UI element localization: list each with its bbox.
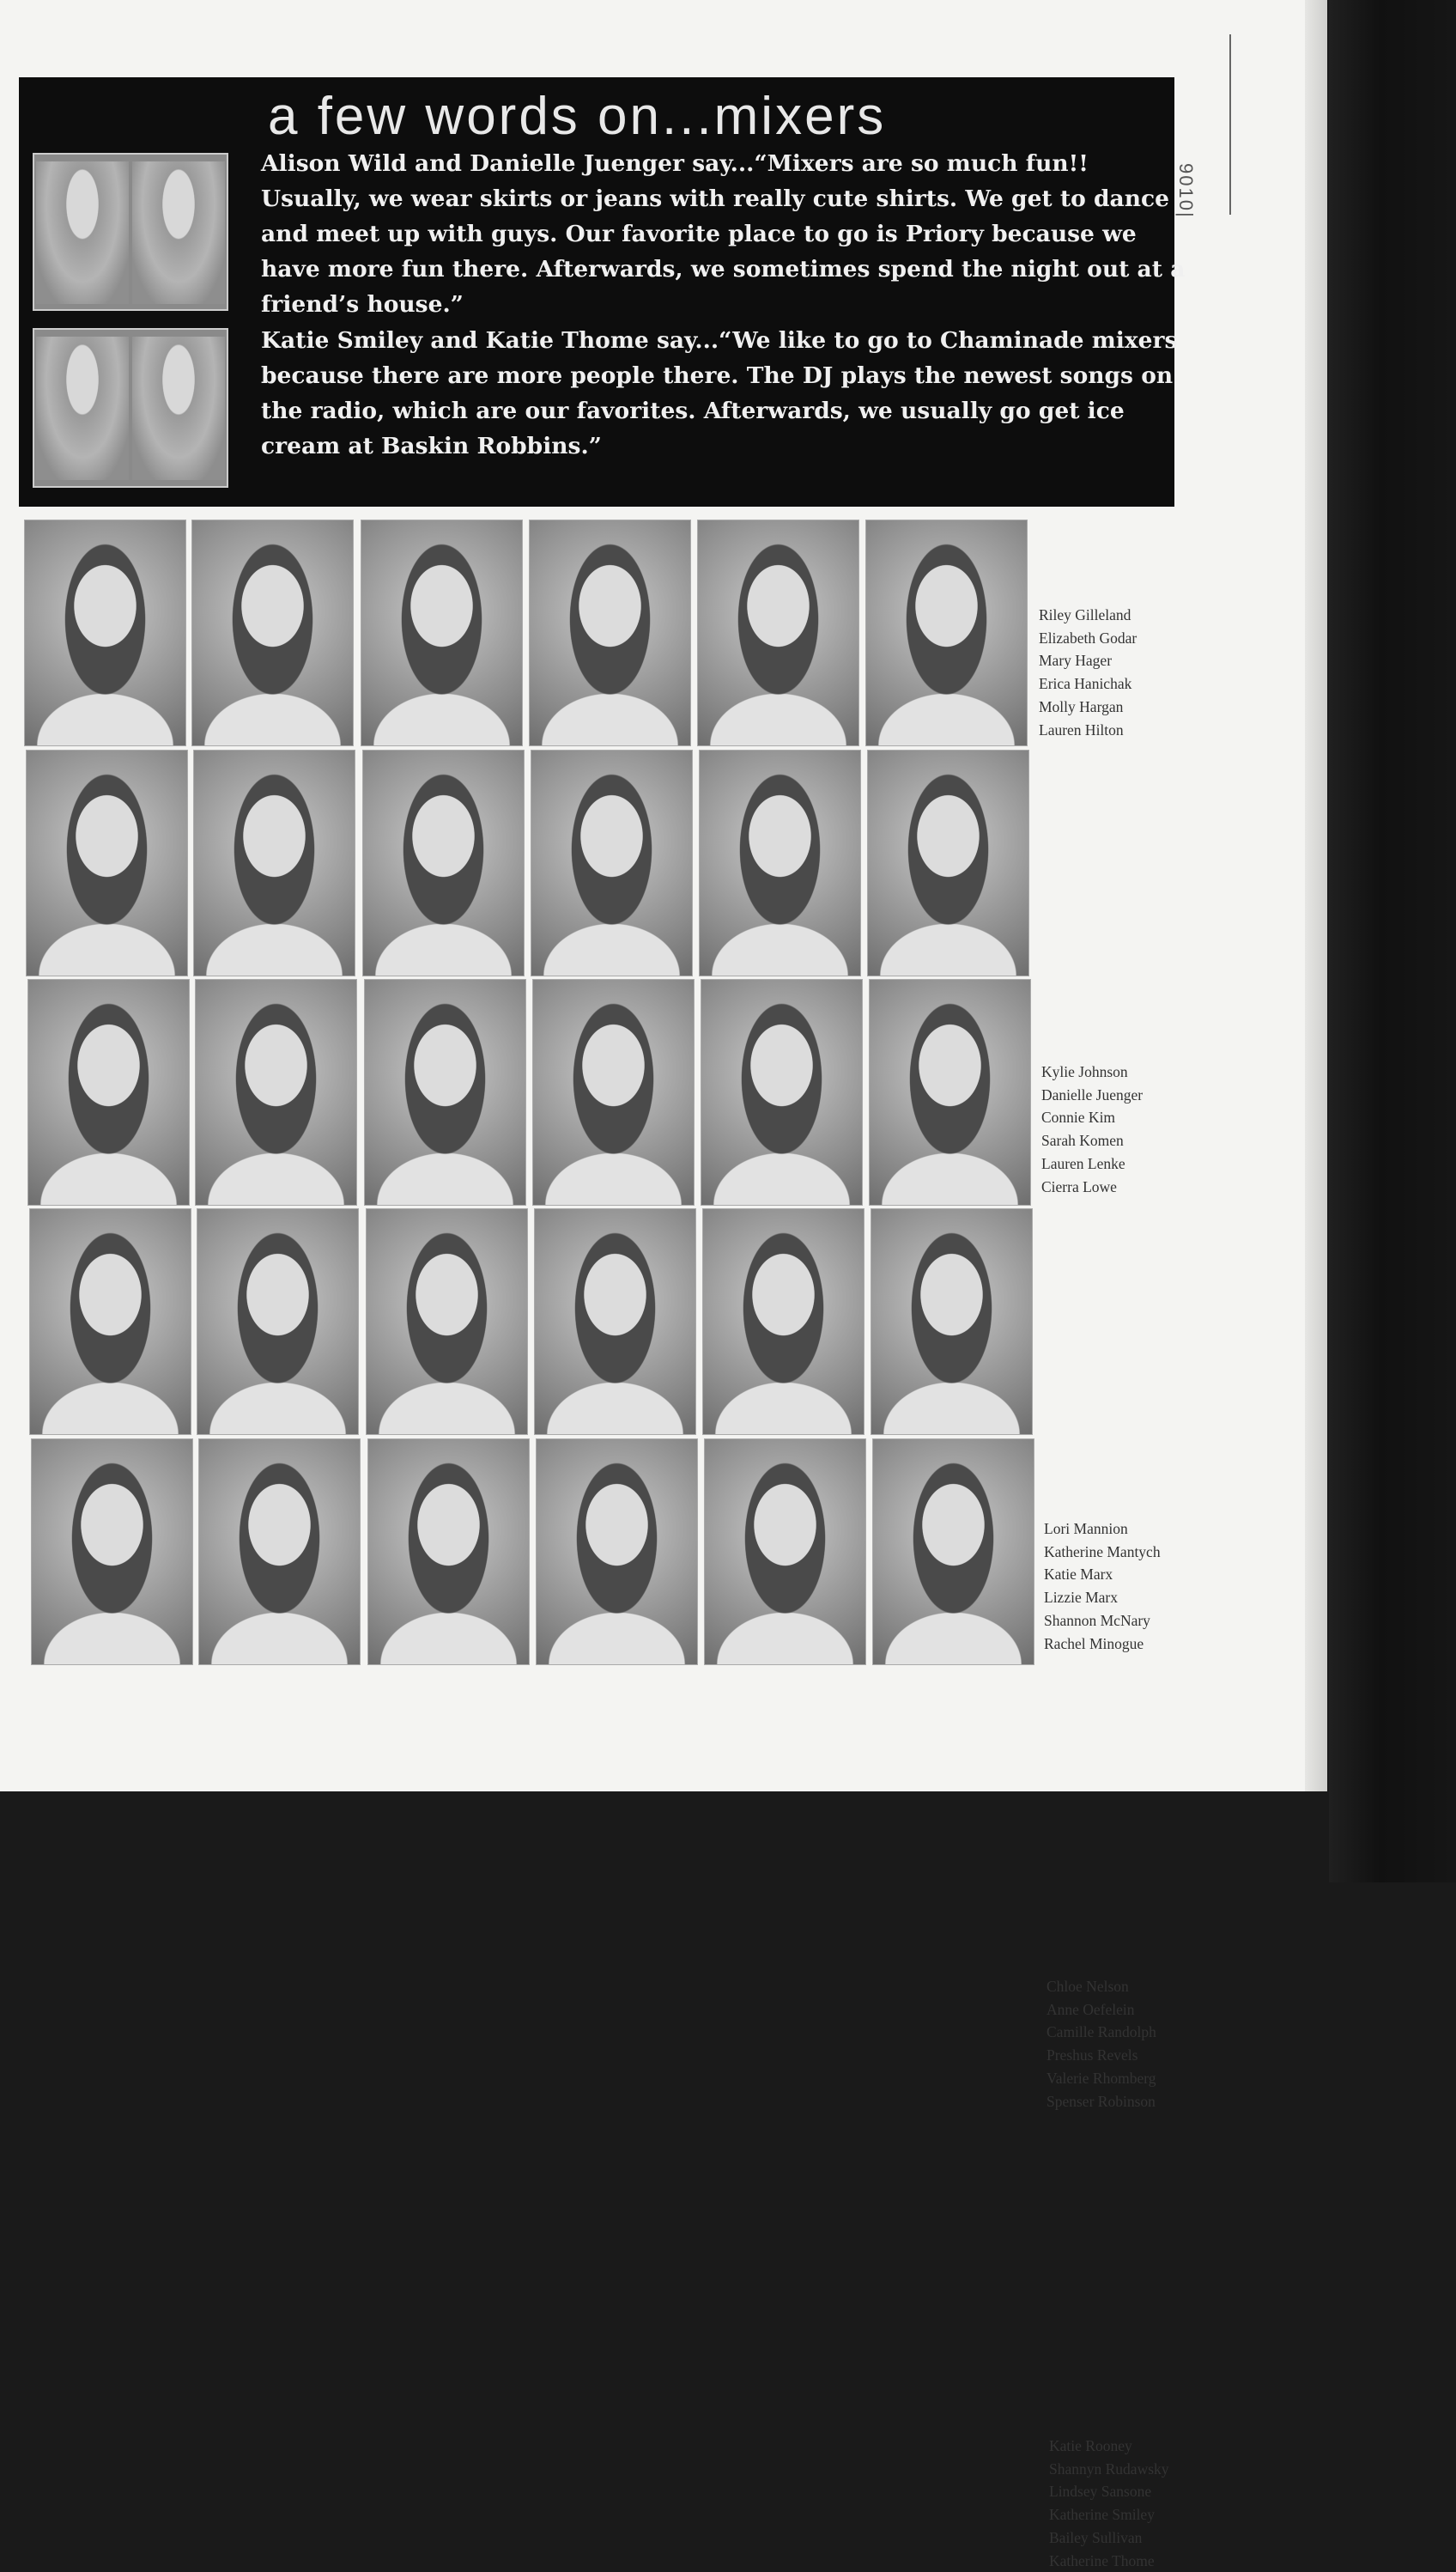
portrait-photo — [27, 979, 190, 1206]
portrait-photo — [29, 1208, 191, 1435]
portrait-name: Katie Marx — [1044, 1566, 1113, 1584]
portrait-photo — [534, 1208, 696, 1435]
portrait-photo — [699, 750, 861, 976]
portrait-name: Anne Oefelein — [1046, 2000, 1135, 2018]
portrait-name-list — [1044, 1517, 1161, 1655]
portrait-name: Katherine Thome — [1049, 2551, 1155, 2569]
portrait-name-list — [1049, 2435, 1169, 2572]
portrait-name: Bailey Sullivan — [1049, 2528, 1143, 2546]
banner-photo-pair-2 — [33, 328, 228, 488]
portrait-photo — [24, 520, 186, 746]
binder-background — [1329, 0, 1456, 1882]
portrait-name: Mary Hager — [1039, 652, 1113, 670]
portrait-photo — [193, 750, 355, 976]
portrait-name: Cierra Lowe — [1041, 1177, 1117, 1195]
portrait-name-list — [1039, 604, 1137, 741]
portrait-photo — [531, 750, 693, 976]
quote-wild-juenger: Alison Wild and Danielle Juenger say...“Mixers are so much fun!! Usually, we wear skirts or jeans with really cute shirts. We get to dance and meet up with guys. Our favorite place to go is Priory because we have more fun there. Afterwards, we sometimes spend the night out at a friend’s house.” — [261, 150, 1186, 318]
portrait-name: Preshus Revels — [1046, 2046, 1138, 2064]
portrait-photo — [702, 1208, 864, 1435]
portrait-name: Molly Hargan — [1039, 697, 1124, 715]
portrait-name: Sarah Komen — [1041, 1132, 1124, 1150]
portrait-photo — [536, 1438, 698, 1665]
portrait-name: Lauren Hilton — [1039, 721, 1124, 739]
portrait-name: Lizzie Marx — [1044, 1589, 1118, 1607]
banner-photo-pair-1 — [33, 153, 228, 311]
portrait-photo — [529, 520, 691, 746]
portrait-photo — [132, 161, 225, 304]
quote-smiley-thome: Katie Smiley and Katie Thome say...“We like to go to Chaminade mixers because there are more people there. The DJ plays the newest songs on the radio, which are our favorites. Afterwards, we usually go get ice cream at Baskin Robbins.” — [261, 327, 1178, 459]
portrait-photo — [191, 520, 354, 746]
portrait-photo — [872, 1438, 1034, 1665]
portrait-name: Lauren Lenke — [1041, 1154, 1125, 1172]
side-tab-label: 9010| — [1175, 163, 1197, 219]
portrait-name: Katherine Smiley — [1049, 2506, 1155, 2524]
portrait-name: Valerie Rhomberg — [1046, 2069, 1156, 2087]
portrait-name: Katherine Mantych — [1044, 1542, 1161, 1560]
portrait-name: Elizabeth Godar — [1039, 629, 1138, 647]
portrait-name: Danielle Juenger — [1041, 1085, 1144, 1104]
portrait-photo — [532, 979, 695, 1206]
portrait-photo — [364, 979, 526, 1206]
portrait-photo — [195, 979, 357, 1206]
portrait-photo — [704, 1438, 866, 1665]
portrait-name-list — [1046, 1975, 1156, 2113]
portrait-photo — [26, 750, 188, 976]
portrait-photo — [865, 520, 1028, 746]
portrait-photo — [701, 979, 863, 1206]
page-edge — [1305, 0, 1327, 1791]
portrait-photo — [367, 1438, 530, 1665]
portrait-name: Connie Kim — [1041, 1109, 1116, 1127]
portrait-name: Riley Gilleland — [1039, 606, 1131, 623]
portrait-name-list — [1041, 1061, 1143, 1198]
banner-title: a few words on...mixers — [268, 87, 887, 146]
portrait-name: Lindsey Sansone — [1049, 2483, 1152, 2501]
portrait-photo — [362, 750, 525, 976]
portrait-photo — [197, 1208, 359, 1435]
portrait-name: Erica Hanichak — [1039, 675, 1132, 693]
portrait-name: Shannyn Rudawsky — [1049, 2460, 1169, 2478]
portrait-photo — [366, 1208, 528, 1435]
portrait-photo — [697, 520, 859, 746]
portrait-name: Chloe Nelson — [1046, 1978, 1129, 1995]
portrait-photo — [869, 979, 1031, 1206]
portrait-photo — [132, 337, 225, 480]
portrait-name: Rachel Minogue — [1044, 1634, 1144, 1652]
portrait-name: Camille Randolph — [1046, 2023, 1156, 2041]
portrait-name: Kylie Johnson — [1041, 1063, 1128, 1080]
portrait-photo — [871, 1208, 1033, 1435]
portrait-photo — [198, 1438, 361, 1665]
portrait-photo — [867, 750, 1029, 976]
portrait-photo — [36, 161, 129, 304]
portrait-name: Katie Rooney — [1049, 2437, 1132, 2454]
portrait-photo — [36, 337, 129, 480]
page-side-tab — [1175, 34, 1231, 219]
portrait-photo — [31, 1438, 193, 1665]
portrait-photo — [361, 520, 523, 746]
portrait-name: Lori Mannion — [1044, 1520, 1128, 1537]
portrait-name: Shannon McNary — [1044, 1611, 1150, 1629]
portrait-name: Spenser Robinson — [1046, 2092, 1156, 2110]
